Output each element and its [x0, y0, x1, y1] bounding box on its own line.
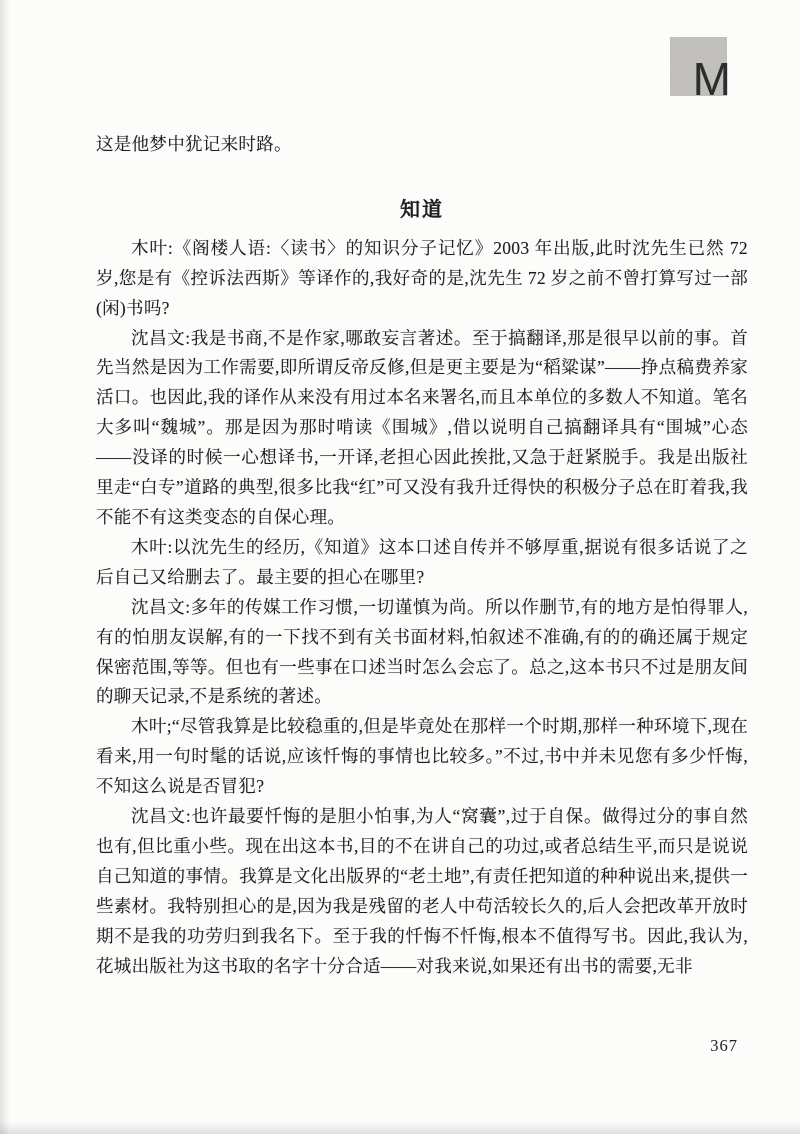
paragraph: 沈昌文:也许最要忏悔的是胆小怕事,为人“窝囊”,过于自保。做得过分的事自然也有,但比重小些。现在出这本书,目的不在讲自己的功过,或者总结生平,而只是说说自己知道的事情。我算是文化出版界的“老土地”,有责任把知道的种种说出来,提供一些素材。我特别担心的是,因为我是残留的老人中苟活较长久的,后人会把改革开放时期不是我的功劳归到我名下。至于我的忏悔不忏悔,根本不值得写书。因此,我认为,花城出版社为这书取的名字十分合适——对我来说,如果还有出书的需要,无非 — [96, 806, 748, 976]
paragraph: 沈昌文:多年的传媒工作习惯,一切谨慎为尚。所以作删节,有的地方是怕得罪人,有的怕朋友误解,有的一下找不到有关书面材料,怕叙述不准确,有的的确还属于规定保密范围,等等。但也有一些事在口述当时怎么会忘了。总之,这本书只不过是朋友间的聊天记录,不是系统的著述。 — [96, 596, 748, 707]
scan-corner-mark — [670, 37, 731, 105]
paragraph: 沈昌文:我是书商,不是作家,哪敢妄言著述。至于搞翻译,那是很早以前的事。首先当然是因为工作需要,即所谓反帝反修,但是更主要是为“稻粱谋”——挣点稿费养家活口。也因此,我的译作从来没有用过本名来署名,而且本单位的多数人不知道。笔名大多叫“魏城”。那是因为那时啃读《围城》,借以说明自己搞翻译具有“围城”心态——没译的时候一心想译书,一开译,老担心因此挨批,又急于赶紧脱手。我是出版社里走“白专”道路的典型,很多比我“红”可又没有我升迁得快的积极分子总在盯着我,我不能不有这类变态的自保心理。 — [96, 327, 748, 527]
section-title: 知道 — [400, 198, 444, 221]
page-body — [96, 130, 748, 981]
paragraph: 木叶:《阁楼人语:〈读书〉的知识分子记忆》2003 年出版,此时沈先生已然 72 岁,您是有《控诉法西斯》等译作的,我好奇的是,沈先生 72 岁之前不曾打算写过一部(闲)书吗? — [96, 237, 748, 318]
opening-line: 这是他梦中犹记来时路。 — [96, 134, 292, 154]
corner-letter: M — [692, 53, 731, 105]
page-number: 367 — [710, 1036, 738, 1055]
paragraph: 木叶;“尽管我算是比较稳重的,但是毕竟处在那样一个时期,那样一种环境下,现在看来,用一句时髦的话说,应该忏悔的事情也比较多。”不过,书中并未见您有多少忏悔,不知这么说是否冒犯? — [96, 716, 748, 797]
paragraph: 木叶:以沈先生的经历,《知道》这本口述自传并不够厚重,据说有很多话说了之后自己又给删去了。最主要的担心在哪里? — [96, 536, 748, 587]
